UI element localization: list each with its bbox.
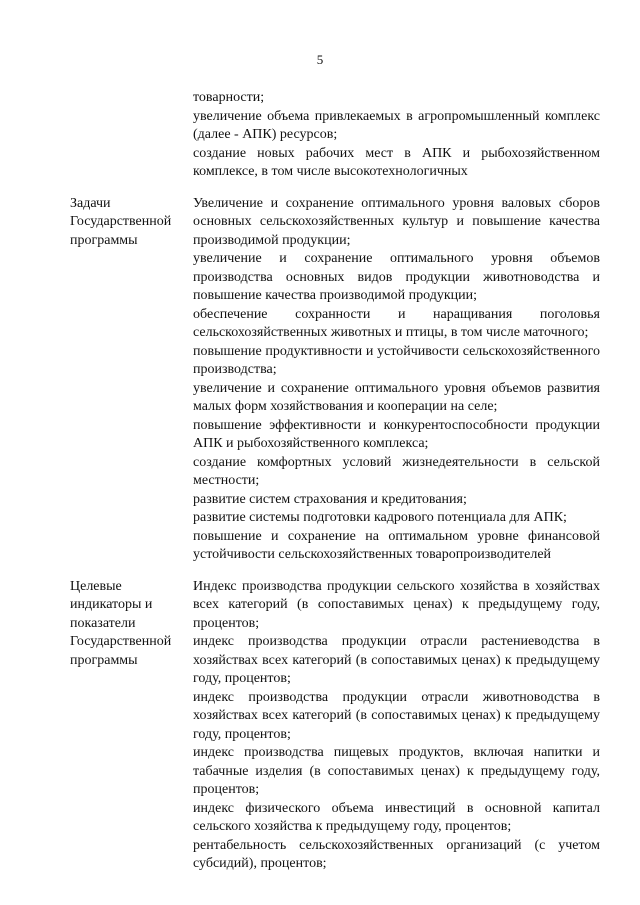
list-item: создание комфортных условий жизнедеятельности в сельской местности; [193, 454, 600, 488]
program-passport-table [70, 89, 600, 874]
list-item: увеличение и сохранение оптимального уровня объемов развития малых форм хозяйствования и кооперации на селе; [193, 380, 600, 414]
label-line: показатели [70, 615, 136, 631]
label-line: Государственной [70, 214, 172, 229]
list-item: товарности; [193, 90, 265, 105]
list-item: индекс производства продукции отрасли животноводства в хозяйствах всех категорий (в сопоставимых ценах) к предыдущему году, процентов; [193, 689, 600, 742]
list-item: обеспечение сохранности и наращивания поголовья сельскохозяйственных животных и птицы, в том числе маточного; [193, 306, 600, 340]
section-label [70, 195, 193, 251]
list-item: рентабельность сельскохозяйственных организаций (с учетом субсидий), процентов; [193, 837, 600, 871]
list-item: Индекс производства продукции сельского хозяйства в хозяйствах всех категорий (в сопоставимых ценах) к предыдущему году, процентов; [193, 578, 600, 631]
list-item: создание новых рабочих мест в АПК и рыбохозяйственном комплексе, в том числе высокотехнологичных [193, 145, 600, 179]
section-items [193, 195, 600, 565]
list-item: увеличение и сохранение оптимального уровня объемов производства основных видов продукции животноводства и повышение качества производимой продукции; [193, 251, 600, 303]
list-item: увеличение объема привлекаемых в агропромышленный комплекс (далее - АПК) ресурсов; [193, 108, 600, 142]
section-items [193, 578, 600, 874]
label-line: программы [70, 652, 138, 668]
list-item: повышение и сохранение на оптимальном уровне финансовой устойчивости сельскохозяйственных товаропроизводителей [193, 528, 600, 562]
label-line: Задачи [70, 195, 111, 211]
list-item: развитие систем страхования и кредитования; [193, 491, 467, 507]
section-label [70, 578, 193, 671]
label-line: Целевые [70, 578, 122, 594]
section-indicators [70, 578, 600, 874]
list-item: повышение продуктивности и устойчивости сельскохозяйственного производства; [193, 343, 600, 377]
list-item: Увеличение и сохранение оптимального уровня валовых сборов основных сельскохозяйственных культур и повышение качества производимой продукции; [193, 195, 600, 248]
list-item: индекс производства продукции отрасли растениеводства в хозяйствах всех категорий (в сопоставимых ценах) к предыдущему году, процентов; [193, 634, 600, 686]
page-number: 5 [316, 52, 324, 67]
list-item: индекс производства пищевых продуктов, включая напитки и табачные изделия (в сопоставимых ценах) к предыдущему году, процентов; [193, 745, 600, 797]
section-items [193, 89, 600, 182]
section-goals-continued [70, 89, 600, 182]
label-line: Государственной [70, 634, 172, 649]
list-item: повышение эффективности и конкурентоспособности продукции АПК и рыбохозяйственного комплекса; [193, 417, 600, 451]
list-item: развитие системы подготовки кадрового потенциала для АПК; [193, 510, 567, 525]
section-tasks [70, 195, 600, 565]
label-line: программы [70, 232, 138, 248]
label-line: индикаторы и [70, 597, 153, 612]
list-item: индекс физического объема инвестиций в основной капитал сельского хозяйства к предыдущему году, процентов; [193, 800, 600, 834]
